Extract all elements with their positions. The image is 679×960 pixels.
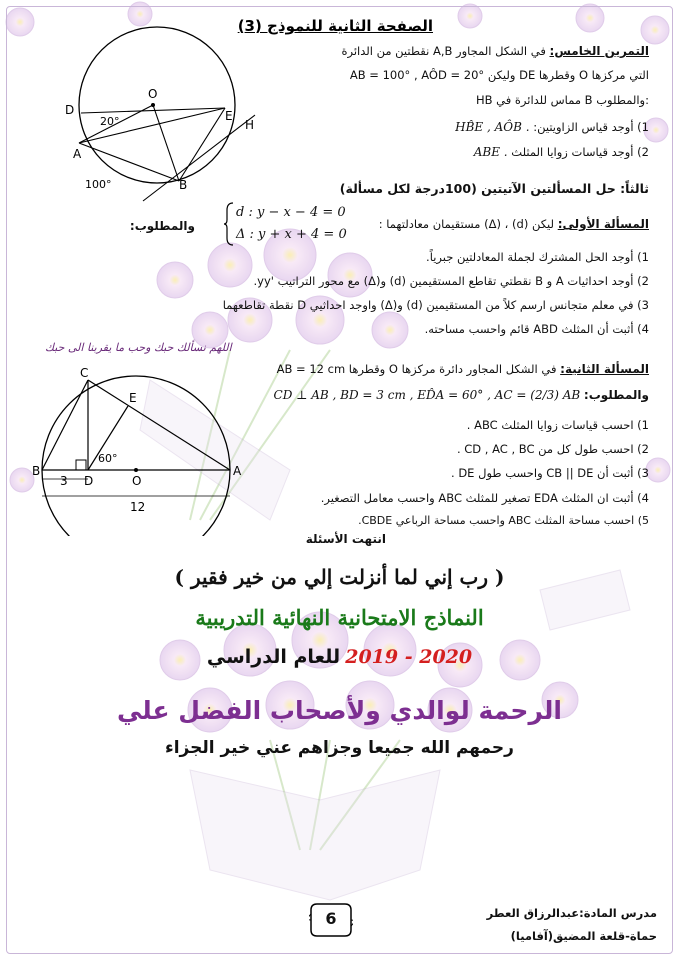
item-number: 1) xyxy=(637,250,649,264)
academic-year-line xyxy=(0,646,679,668)
item-text: أثبت أن CB || DE واحسب طول DE . xyxy=(451,466,634,480)
problem1-item-4 xyxy=(425,322,649,336)
label-12: 12 xyxy=(130,500,146,514)
circle xyxy=(79,27,235,183)
problem2-line2 xyxy=(274,388,649,402)
label-E: E xyxy=(129,391,137,405)
label-O: O xyxy=(148,87,158,101)
item-number: 2) xyxy=(637,274,649,288)
exercise5-line2: التي مركزها O وقطرها DE وليكن AB = 100° , AÔD = 20° xyxy=(349,68,649,82)
label-angle-20: 20° xyxy=(100,115,120,128)
item-number: 1) xyxy=(637,418,649,432)
item-number: 4) xyxy=(637,322,649,336)
exercise5-line3: HB مماس للدائرة في B والمطلوب: xyxy=(475,93,649,107)
problem2-item-4 xyxy=(321,491,649,505)
right-angle-mark xyxy=(76,460,86,470)
problem2-item-3 xyxy=(451,466,649,480)
item-text: احسب قياسات زوايا المثلث ABC . xyxy=(466,418,634,432)
item-number: 4) xyxy=(637,491,649,505)
equation-delta: Δ : y + x + 4 = 0 xyxy=(236,227,347,242)
label-D: D xyxy=(65,103,75,117)
figure1-circle-tangent xyxy=(55,25,275,205)
label-B: B xyxy=(32,464,41,478)
problem2-required: والمطلوب: xyxy=(583,388,649,402)
item-text: أوجد الحل المشترك لجملة المعادلتين جبرياً. xyxy=(426,250,634,264)
blessing-line: رحمهم الله جميعا وجزاهم عني خير الجزاء xyxy=(165,738,514,758)
center-point xyxy=(134,468,138,472)
label-O: O xyxy=(132,474,142,488)
item-text: أثبت ان المثلث EDA تصغير للمثلث ABC واحسب معامل التصغير. xyxy=(320,491,634,505)
label-H: H xyxy=(245,118,255,132)
exercise5-item-1 xyxy=(455,120,649,134)
label-E: E xyxy=(225,109,233,123)
problem1-intro-line xyxy=(379,217,649,231)
item-number: 2) xyxy=(637,145,649,159)
segment-AB xyxy=(79,143,179,181)
item-math: ABE . xyxy=(473,145,508,159)
problem1-item-3 xyxy=(223,298,649,312)
problem2-item-5 xyxy=(358,514,649,527)
item-text: أثبت أن المثلث ABD قائم واحسب مساحته. xyxy=(424,322,634,336)
diameter-DE xyxy=(81,108,225,113)
problem1-heading: المسألة الأولى: xyxy=(557,217,649,231)
item-number: 3) xyxy=(637,298,649,312)
exercise5-text1: في الشكل المجاور A,B نقطتين من الدائرة xyxy=(341,44,546,58)
center-point xyxy=(151,103,155,107)
year-value: 2019 - 2020 xyxy=(345,646,473,668)
models-title: النماذج الامتحانية النهائية التدريبية xyxy=(195,605,484,630)
item-text: أوجد قياس الزاويتين: xyxy=(533,120,634,134)
problem2-text1: في الشكل المجاور دائرة مركزها O وقطرها AB = 12 cm xyxy=(276,362,557,376)
tangent-HB xyxy=(143,115,255,201)
segment-BE xyxy=(179,108,225,181)
label-B: B xyxy=(179,178,188,192)
page-number-badge xyxy=(309,900,353,940)
label-arc-100: 100° xyxy=(85,178,112,191)
problem2-item-2 xyxy=(457,442,649,456)
segment-BC xyxy=(42,380,88,470)
label-angle-60: 60° xyxy=(98,452,118,465)
part3-heading: ثالثاً: حل المسألتين الآتيتين (100درجة لكل مسألة) xyxy=(339,181,649,196)
exercise5-item-2 xyxy=(474,145,649,159)
equation-d: d : y − x − 4 = 0 xyxy=(236,205,346,220)
questions-end: انتهت الأسئلة xyxy=(305,532,386,546)
mercy-line: الرحمة لوالدي ولأصحاب الفضل علي xyxy=(117,696,562,725)
verse-line: ( رب إني لما أنزلت إلي من خير فقير ) xyxy=(174,565,505,589)
problem2-item-1 xyxy=(467,418,649,432)
exercise5-heading: التمرين الخامس: xyxy=(549,44,649,58)
problem2-line1 xyxy=(277,362,649,376)
item-number: 5) xyxy=(637,514,649,527)
page-title: الصفحة الثانية للنموذج (3) xyxy=(237,17,433,35)
problem1-item-1 xyxy=(426,250,649,264)
label-D: D xyxy=(84,474,94,488)
problem1-system xyxy=(224,200,350,248)
problem2-givens: CD ⊥ AB , BD = 3 cm , ED̂A = 60° , AC = (2/3) AB xyxy=(273,388,581,402)
item-text: أوجد قياسات زوايا المثلث xyxy=(511,145,634,159)
label-A: A xyxy=(73,147,82,161)
figure2-circle-triangle xyxy=(32,366,257,536)
label-A: A xyxy=(233,464,242,478)
teacher-location: حماة-قلعة المضيق(آفاميا) xyxy=(510,929,657,943)
problem1-required: والمطلوب: xyxy=(129,219,195,233)
item-text: احسب طول كل من CD , AC , BC . xyxy=(456,442,634,456)
year-label: للعام الدراسي xyxy=(206,646,341,668)
segment-OB xyxy=(153,105,179,181)
problem1-intro: ليكن (d) ، (Δ) مستقيمان معادلتهما : xyxy=(378,217,555,231)
teacher-name: مدرس المادة:عبدالرزاق العطر xyxy=(486,906,657,920)
system-brace xyxy=(224,202,234,246)
problem2-heading: المسألة الثانية: xyxy=(560,362,649,376)
dua-line: اللهم نسألك حبك وحب ما يقربنا الى حبك xyxy=(45,341,232,354)
item-text: في معلم متجانس ارسم كلاً من المستقيمين (d) و(Δ) واوجد احداثيي D نقطة تقاطعهما xyxy=(222,298,634,312)
item-math: HB̂E , AÔB . xyxy=(455,120,530,134)
item-text: احسب مساحة المثلث ABC واحسب مساحة الرباعي CBDE. xyxy=(358,514,635,527)
item-number: 3) xyxy=(637,466,649,480)
item-number: 1) xyxy=(637,120,649,134)
item-text: أوجد احداثيات A و B نقطتي تقاطع المستقيمين (d) و(Δ) مع محور التراتيب 'yy. xyxy=(253,274,634,288)
page-number: 6 xyxy=(325,909,337,928)
exercise5-line1 xyxy=(341,44,649,58)
label-3: 3 xyxy=(60,474,68,488)
item-number: 2) xyxy=(637,442,649,456)
problem1-item-2 xyxy=(254,274,650,288)
label-C: C xyxy=(80,366,89,380)
